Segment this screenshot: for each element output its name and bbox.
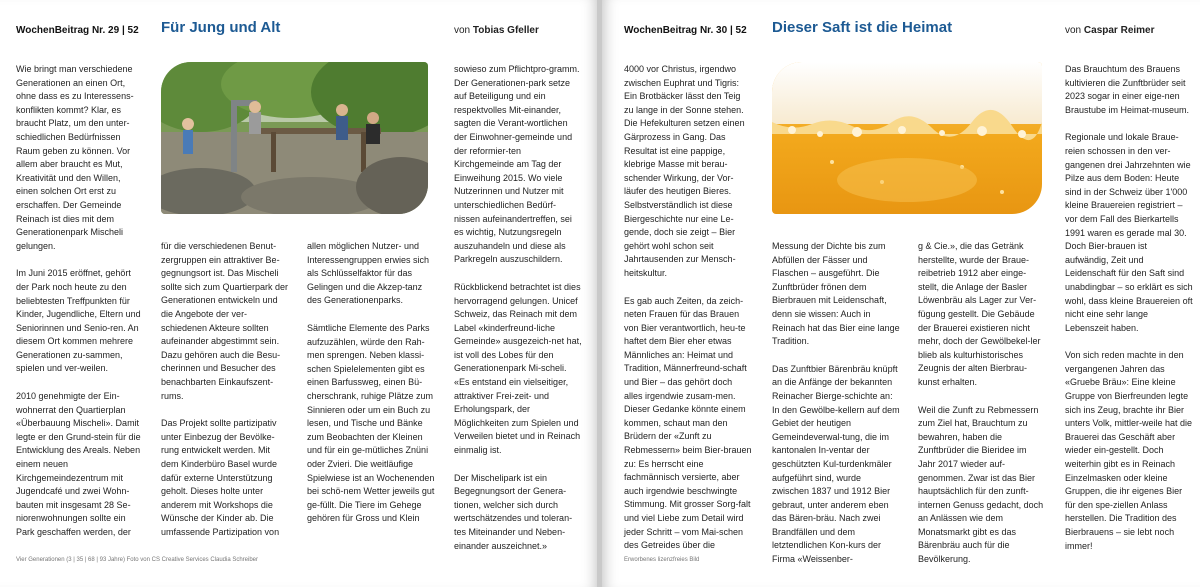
issue-number: WochenBeitrag Nr. 30 | 52 xyxy=(624,25,747,36)
paragraph: allen möglichen Nutzer- und Interessengruppen erwies sich als Schlüsselfaktor für das Gelingen und die Akzep-tanz des Generationenparks. xyxy=(307,241,430,306)
paragraph: sowieso zum Pflichtpro-gramm. Der Generationen-park setze auf Beteiligung und ein respektvolles Mit-einander, sagten die Verant-wortlichen der Einwohner-gemeinde und der reformier-ten Kirchgemeinde am Tag der Einweihung 2015. Wo viele Nutzerinnen und Nutzer mit unterschiedlichen Bedürf-nissen aufeinandertreffen, sei es wichtig, Nutzungsregeln auszuhandeln und diese als Parkregeln auszuschildern. xyxy=(454,64,580,265)
paragraph: Der Mischelipark ist ein Begegnungsort der Genera-tionen, welcher sich durch wertschätzendes und toleran-tes Miteinander und Neben-einander auszeichnet.» xyxy=(454,472,573,551)
paragraph: 2010 genehmigte der Ein-wohnerrat den Quartierplan «Überbauung Mischeli». Damit legte er den Grund-stein für die Entwicklung des Areals. Neben einem neuen Kirchgemeindezentrum mit Jugendcafé und zwei Wohn-bauten mit insgesamt 28 Se-niorenwohnungen sollte ein Park geschaffen werden, der xyxy=(16,391,141,537)
right-page xyxy=(602,0,1200,587)
beer-photo xyxy=(772,62,1042,214)
text-column-3 xyxy=(307,240,435,540)
text-column-1 xyxy=(16,63,144,554)
text-column-3 xyxy=(918,240,1046,581)
beer-foam-photo-icon xyxy=(772,62,1042,214)
text-column-2 xyxy=(161,240,289,553)
author-byline: von Caspar Reimer xyxy=(1065,25,1155,36)
author-name: Caspar Reimer xyxy=(1083,25,1155,36)
paragraph: Das Projekt sollte partizipativ unter Einbezug der Bevölke-rung entwickelt werden. Mit dem Kinderbüro Basel wurde dafür externe Unterstützung geholt. Dieses holte unter anderem mit Workshops die Wünsche der Kinder ab. Die umfassende Partizipation von xyxy=(161,418,280,537)
paragraph: Regionale und lokale Braue-reien schossen in den ver-gangenen drei Jahrzehnten wie Pilze aus dem Boden: Heute sind in der Schweiz über 1'000 kleine Brauereien registriert – vor dem Fall des Bierkartells 1991 waren es gerade mal 30. Doch Bier-brauen ist aufwändig, Zeit und Leidenschaft für den Saft sind unabdingbar – so erklärt es sich wohl, dass kleine Brauereien oft nicht eine sehr lange Lebenszeit haben. xyxy=(1065,132,1193,333)
text-column-2 xyxy=(772,240,900,581)
issue-number: WochenBeitrag Nr. 29 | 52 xyxy=(16,25,139,36)
paragraph: Weil die Zunft zu Rebmessern zum Ziel hat, Brauchtum zu bewahren, haben die Zunftbrüder die Bieridee im Jahr 2017 wieder auf-genommen. Zwar ist das Bier hauptsächlich für den zunft-internen Genuss gedacht, doch an Anlässen wie dem Monatsmarkt gibt es das Bärenbräu auch für die Bevölkerung. xyxy=(918,404,1044,565)
left-page xyxy=(0,0,598,587)
article-title: Dieser Saft ist die Heimat xyxy=(772,19,953,36)
park-playground-photo-icon xyxy=(161,62,428,214)
paragraph: Im Juni 2015 eröffnet, gehört der Park noch heute zu den beliebtesten Treffpunkten für Kinder, Jugendliche, Eltern und Seniorinnen und Senio-ren. An diesem Ort kommen mehrere Generationen zu-sammen, spielen und ver-weilen. xyxy=(16,268,141,374)
paragraph: Sämtliche Elemente des Parks aufzuzählen, würde den Rah-men sprengen. Neben klassi-schen Spielelementen gibt es einen Barfussweg, einen Bü-cherschrank, ruhige Plätze zum Sinnieren oder um ein Buch zu lesen, und Tische und Bänke zum Beobachten der Kleinen und für ein ge-mütliches Znüni oder Zvieri. Die weitläufige Spielwiese ist an Wochenenden bei schö-nem Wetter jeweils gut ge-füllt. Die Tiere im Gehege gehören für Gross und Klein xyxy=(307,322,435,524)
paragraph: Rückblickend betrachtet ist dies hervorragend gelungen. Unicef Schweiz, das Reinach mit dem Label «kinderfreund-liche Gemeinde» ausgezeich-net hat, ist voll des Lobes für den Generationenpark Mi-scheli. «Es entstand ein vielseitiger, attraktiver Frei-zeit- und Erholungspark, der Möglichkeiten zum Spielen und Verweilen bietet und in Reinach einmalig ist. xyxy=(454,281,582,456)
paragraph: 4000 vor Christus, irgendwo zwischen Euphrat und Tigris: Ein Brotbäcker lässt den Teig zu lange in der Sonne stehen. Die Hefekulturen setzen einen Gärprozess in Gang. Das Resultat ist eine pappige, klebrige Masse mit berau-schender Wirkung, der Vor-läufer des heutigen Bieres. Selbstverständlich ist diese Biergeschichte nur eine Le-gende, doch sie zeigt – Bier gehört wohl schon seit Jahrtausenden zur Mensch-heitskultur. xyxy=(624,64,745,278)
photo-credit: Erworbenes lizenzfreies Bild xyxy=(624,557,700,563)
park-photo xyxy=(161,62,428,214)
paragraph: g & Cie.», die das Getränk herstellte, wurde der Braue-reibetrieb 1912 aber einge-stellt, die Anlage der Basler Löwenbräu als Lager zur Ver-fügung gestellt. Die Gebäude der Brauerei existieren nicht mehr, doch der Gewölbekel-ler blieb als kulturhistorisches Zeugnis der alten Bierbrau-kunst erhalten. xyxy=(918,241,1041,387)
author-name: Tobias Gfeller xyxy=(472,25,539,36)
photo-credit: Vier Generationen (3 | 35 | 68 | 93 Jahre) Foto von CS Creative Services Claudia Schreiber xyxy=(16,557,259,563)
paragraph: für die verschiedenen Benut-zergruppen ein attraktiver Be-gegnungsort ist. Das Mischeli sollte sich zum Quartierpark der Generationen entwickeln und die Angebote der ver-schiedenen Akteure sollten aufeinander abgestimmt sein. Dazu gehören auch die Besu-cherinnen und Besucher des benachbarten Einkaufszent-rums. xyxy=(161,241,289,401)
author-byline: von Tobias Gfeller xyxy=(454,25,539,36)
text-column-4 xyxy=(1065,63,1193,567)
text-column-1 xyxy=(624,63,752,567)
paragraph: Von sich reden machte in den vergangenen Jahren das «Gruebe Bräu»: Eine kleine Gruppe von Bierfreunden legte sich ins Zeug, brachte ihr Bier unters Volk, mittler-weile hat die Brauerei das Geschäft aber wieder ein-gestellt. Doch weiterhin gibt es in Reinach Einzelmasken oder kleine Gruppen, die ihr eigenes Bier für den spe-ziellen Anlass herstellen. Die Tradition des Bierbrauens – sie lebt noch immer! xyxy=(1065,350,1193,551)
text-column-4 xyxy=(454,63,582,567)
paragraph: Wie bringt man verschiedene Generationen an einen Ort, ohne dass es zu Interessens-konflikten kommt? Klar, es braucht Platz, um den unter-schiedlichen Bedürfnissen Raum geben zu können. Vor allem aber braucht es Mut, Kreativität und den Willen, einen solchen Ort erst zu erschaffen. Der Gemeinde Reinach ist dies mit dem Generationenpark Mischeli gelungen. xyxy=(16,64,134,251)
article-title: Für Jung und Alt xyxy=(161,19,281,36)
paragraph: Messung der Dichte bis zum Abfüllen der Fässer und Flaschen – ausgeführt. Die Zunftbrüder frönen dem Bierbrauen mit Leidenschaft, denn sie wissen: Auch in Reinach hat das Bier eine lange Tradition. xyxy=(772,241,900,347)
paragraph: Das Zunftbier Bärenbräu knüpft an die Anfänge der bekannten Reinacher Bierge-schichte an: In den Gewölbe-kellern auf dem Gebiet der heutigen Gemeindeverwal-tung, die im kantonalen In-ventar der geschützten Kul-turdenkmäler aufgeführt sind, wurde zwischen 1837 und 1912 Bier gebraut, unter anderem eben das Bären-bräu. Nach zwei Brandfällen und dem letztendlichen Kon-kurs der Firma «Weissenber- xyxy=(772,363,900,565)
paragraph: Das Brauchtum des Brauens kultivieren die Zunftbrüder seit 2023 sogar in einer eige-nen Braustube im Heimat-museum. xyxy=(1065,64,1190,115)
paragraph: Es gab auch Zeiten, da zeich-neten Frauen für das Brauen von Bier verantwortlich, heu-te haftet dem Bier eher etwas Männliches an: Heimat und Tradition, Männerfreund-schaft und Bier – das gehört doch alles irgendwie zusam-men. Dieser Gedanke könnte einem kommen, schaut man den Brüdern der «Zunft zu Rebmessern» beim Bier-brauen zu: Es herrscht eine fachmännisch versierte, aber auch irgendwie beschwingte Stimmung. Mit grosser Sorg-falt und viel Liebe zum Detail wird jeder Schritt – vom Mai-schen des Getreides über die xyxy=(624,295,752,551)
